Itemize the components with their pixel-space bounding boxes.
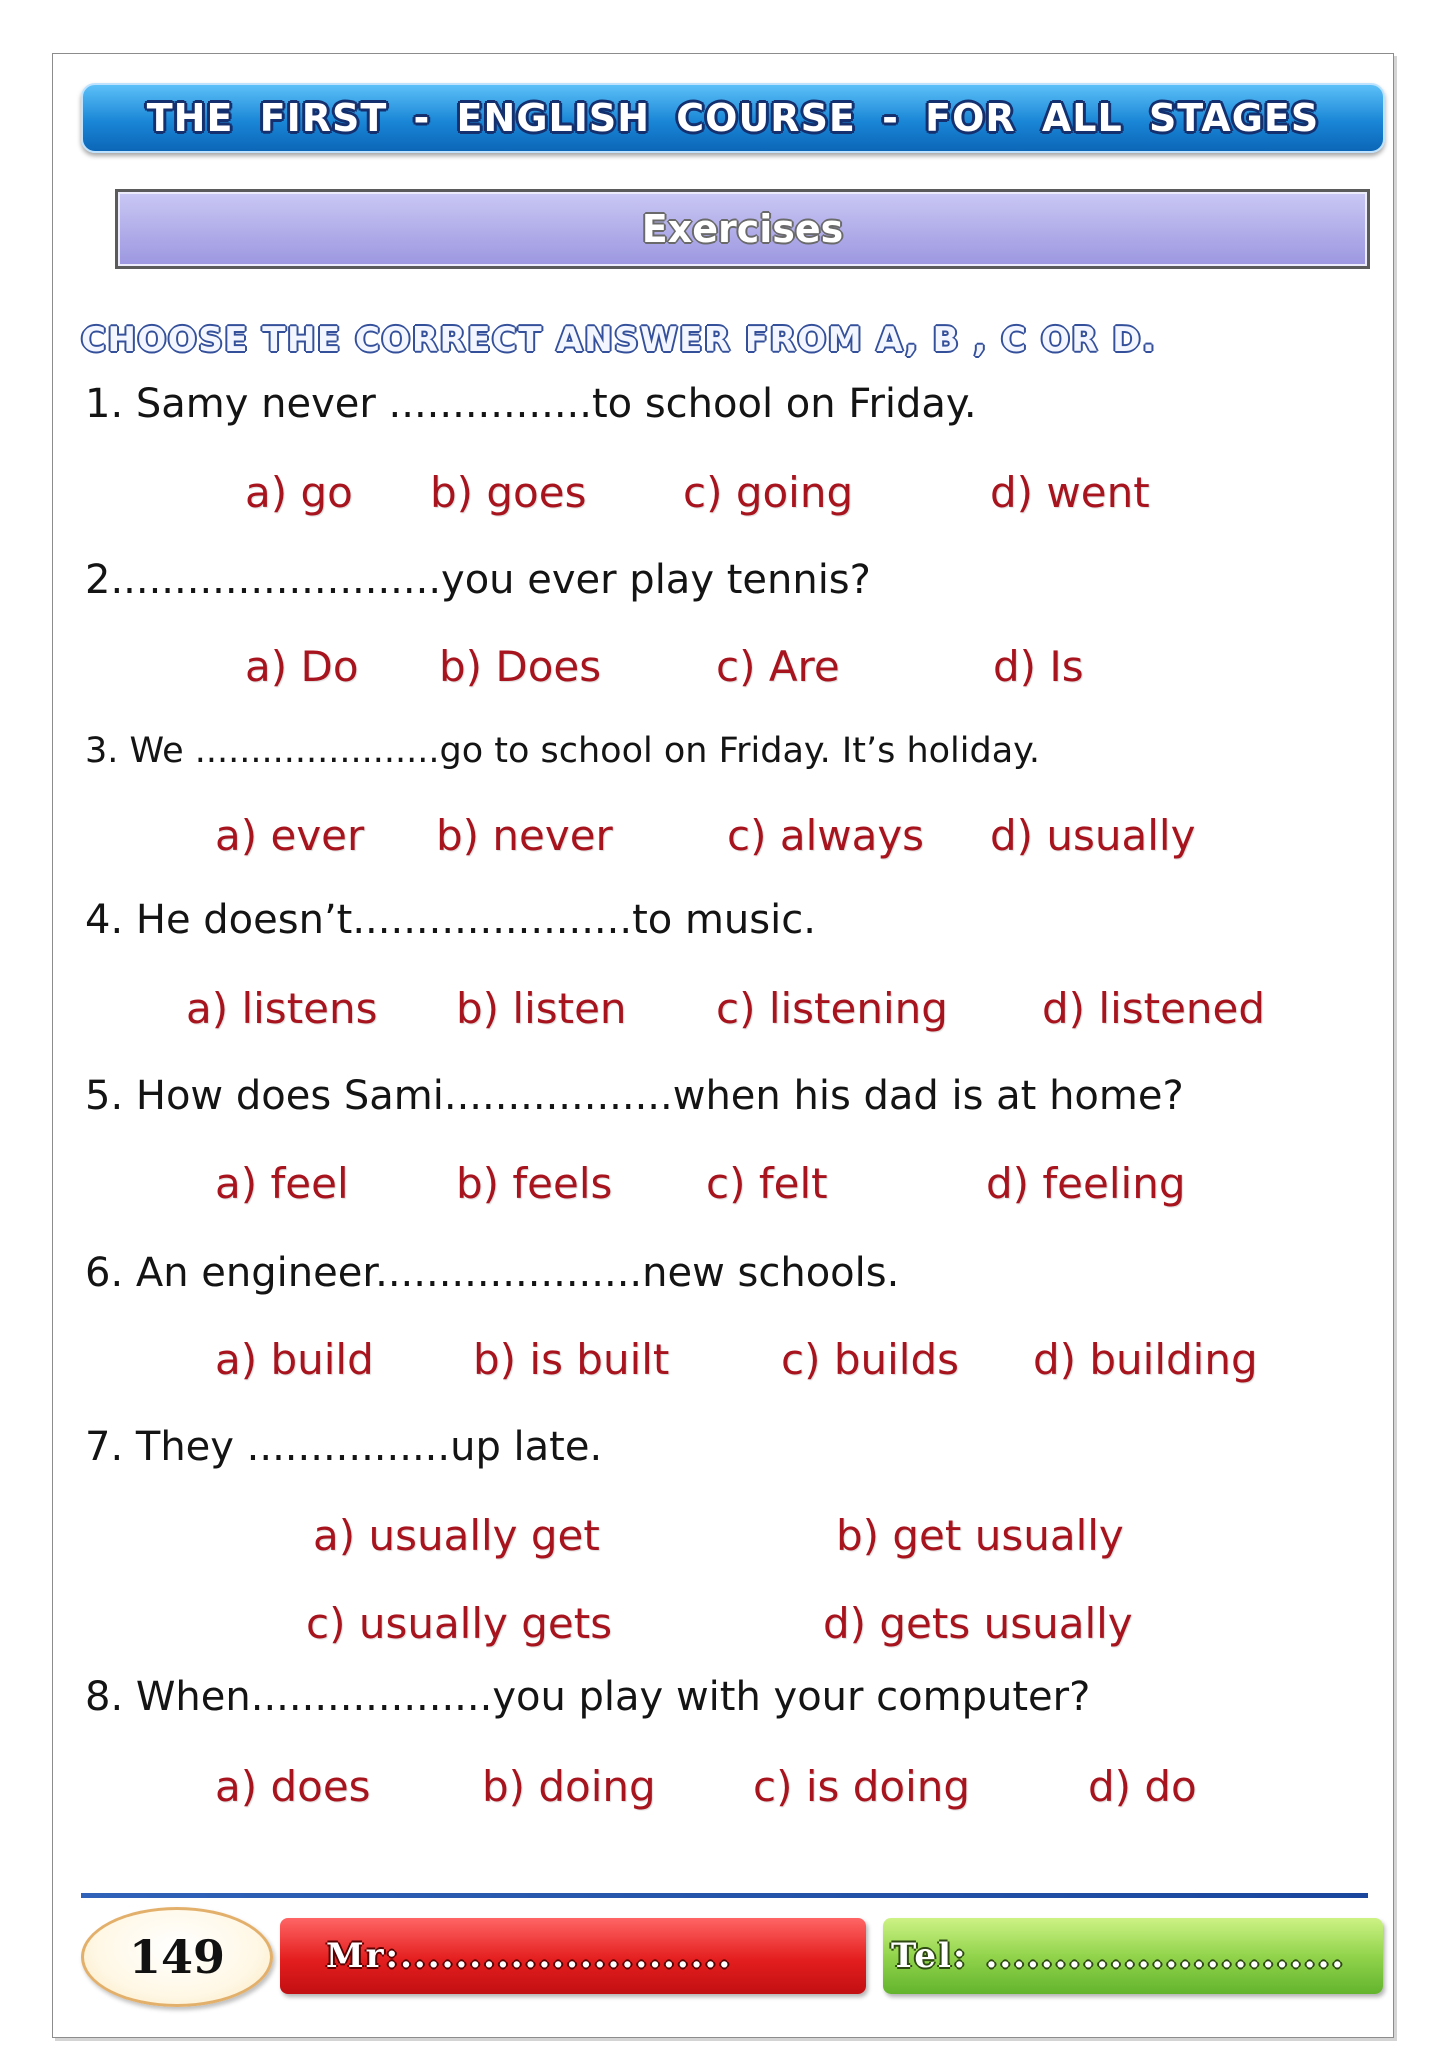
question-4-option-a: a) listens [186,984,378,1033]
question-6-option-c: c) builds [781,1335,959,1384]
question-3-option-c: c) always [727,811,925,860]
question-7-option-c: c) usually gets [306,1599,613,1648]
question-7-option-a: a) usually get [313,1511,600,1560]
question-5-option-b: b) feels [456,1159,613,1208]
question-4-option-c: c) listening [716,984,948,1033]
question-6-text: 6. An engineer.....................new schools. [85,1250,900,1296]
question-2-option-a: a) Do [245,642,359,691]
section-title: Exercises [641,207,844,251]
question-8-option-c: c) is doing [753,1762,971,1811]
teacher-name-bar [280,1918,866,1994]
question-5-option-d: d) feeling [986,1159,1186,1208]
course-header-banner [81,83,1385,153]
tel-dots: .......................... [985,1936,1346,1976]
question-8-option-b: b) doing [482,1762,656,1811]
exercise-instruction: CHOOSE THE CORRECT ANSWER FROM A, B , C OR D. [81,320,1157,360]
question-1-option-c: c) going [683,468,854,517]
question-2-option-c: c) Are [716,642,840,691]
question-6-option-b: b) is built [473,1335,670,1384]
question-5-option-c: c) felt [706,1159,828,1208]
question-8-option-a: a) does [215,1762,371,1811]
question-4-option-b: b) listen [456,984,627,1033]
question-6-option-d: d) building [1033,1335,1258,1384]
section-title-box [115,189,1370,269]
footer-divider [81,1893,1368,1898]
question-8-text: 8. When...................you play with your computer? [85,1674,1091,1720]
course-title: THE FIRST - ENGLISH COURSE - FOR ALL STAGES [146,96,1320,140]
question-8-option-d: d) do [1088,1762,1197,1811]
question-7-option-b: b) get usually [836,1511,1124,1560]
tel-label: Tel: [891,1936,968,1976]
teacher-label: Mr:........................ [326,1936,733,1976]
question-1-option-b: b) goes [430,468,587,517]
question-1-text: 1. Samy never ................to school on Friday. [85,381,977,427]
question-4-text: 4. He doesn’t......................to music. [85,897,816,943]
question-1-option-d: d) went [990,468,1150,517]
question-4-option-d: d) listened [1042,984,1266,1033]
question-2-option-b: b) Does [439,642,602,691]
page-number: 149 [128,1930,226,1984]
question-3-option-d: d) usually [990,811,1196,860]
question-1-option-a: a) go [245,468,353,517]
question-5-option-a: a) feel [215,1159,349,1208]
question-5-text: 5. How does Sami..................when his dad is at home? [85,1073,1184,1119]
telephone-bar [883,1918,1383,1994]
question-3-option-a: a) ever [215,811,365,860]
question-6-option-a: a) build [215,1335,374,1384]
question-3-text: 3. We ......................go to school on Friday. It’s holiday. [85,731,1040,771]
question-2-option-d: d) Is [993,642,1084,691]
question-2-text: 2..........................you ever play tennis? [85,557,871,603]
question-7-text: 7. They ................up late. [85,1424,603,1470]
question-7-option-d: d) gets usually [823,1599,1133,1648]
page-number-badge [81,1907,273,2007]
question-3-option-b: b) never [436,811,613,860]
